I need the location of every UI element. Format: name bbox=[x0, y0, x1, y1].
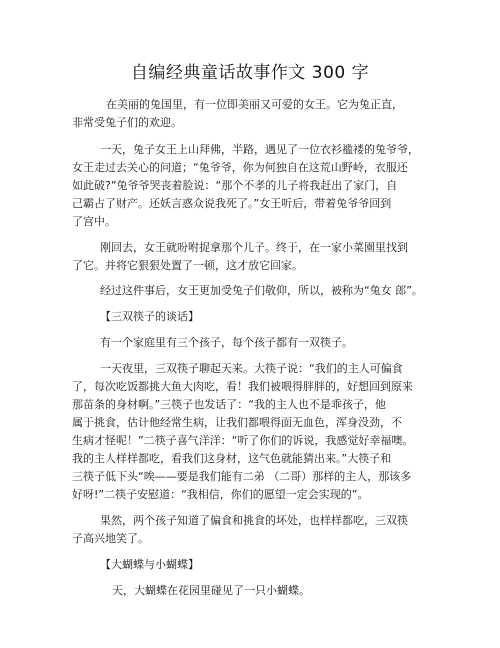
text-line: 女王走过去关心的问道；“兔爷爷，你为何独自在这荒山野岭，衣服还 bbox=[72, 161, 408, 174]
text-line: 那苗条的身材啊。”三筷子也发话了：“我的主人也不是乖孩子，他 bbox=[72, 398, 386, 411]
text-line: 了，每次吃饭都挑大鱼大肉吃，看！我们被喂得胖胖的，好想回到原来 bbox=[72, 380, 413, 393]
text-line: 一天，兔子女王上山拜佛，半路，遇见了一位衣衫褴褛的兔爷爷， bbox=[100, 143, 419, 156]
document-title: 自编经典童话故事作文 300 字 bbox=[130, 63, 370, 83]
text-line: 经过这件事后，女王更加受兔子们敬仰，所以，被称为“兔女 郎”。 bbox=[100, 284, 423, 297]
text-line: 一天夜里，三双筷子聊起天来。大筷子说：“我们的主人可偏食 bbox=[100, 362, 403, 375]
section-heading: 【三双筷子的谈话】 bbox=[100, 310, 199, 323]
text-line: 我的主人样样都吃，看我们这身材，这气色就能猜出来。”大筷子和 bbox=[72, 452, 392, 465]
text-line: 果然，两个孩子知道了偏食和挑食的坏处，也样样都吃，三双筷 bbox=[100, 514, 408, 527]
text-line: 有一个家庭里有三个孩子，每个孩子都有一双筷子。 bbox=[100, 336, 353, 349]
text-line: 子高兴地笑了。 bbox=[72, 532, 149, 545]
section-heading: 【大蝴蝶与小蝴蝶】 bbox=[100, 558, 199, 571]
text-line: 了宫中。 bbox=[72, 215, 116, 228]
text-line: 己霸占了财产。还妖言惑众说我死了。”女王听后，带着兔爷爷回到 bbox=[72, 197, 392, 210]
text-line: 好呀!”二筷子安慰道：“我相信，你们的愿望一定会实现的”。 bbox=[72, 488, 369, 501]
text-line: 非常受兔子们的欢迎。 bbox=[72, 116, 182, 129]
text-line: 如此破?”兔爷爷哭丧着脸说：“那个不孝的儿子将我赶出了家门，自 bbox=[72, 179, 398, 192]
text-line: 刚回去，女王就吩咐捉拿那个儿子。终于，在一家小菜園里找到 bbox=[100, 241, 408, 254]
text-line: 三筷子低下头“唉——要是我们能有二弟 （二哥）那样的主人，那该多 bbox=[72, 470, 412, 483]
text-line: 在美丽的兔国里，有一位即美丽又可爱的女王。它为兔正直， bbox=[106, 98, 403, 111]
text-line: 天，大蝴蝶在花园里碰见了一只小蝴蝶。 bbox=[112, 584, 310, 597]
text-line: 生病才怪呢！”二筷子喜气洋洋：“听了你们的诉说，我感觉好幸福噢。 bbox=[72, 434, 414, 447]
text-line: 了它。并将它狠狠处置了一顿，这才放它回家。 bbox=[72, 259, 303, 272]
text-line: 属于挑食，估计他经常生病，让我们都喂得面无血色，浑身没劲，不 bbox=[72, 416, 402, 429]
